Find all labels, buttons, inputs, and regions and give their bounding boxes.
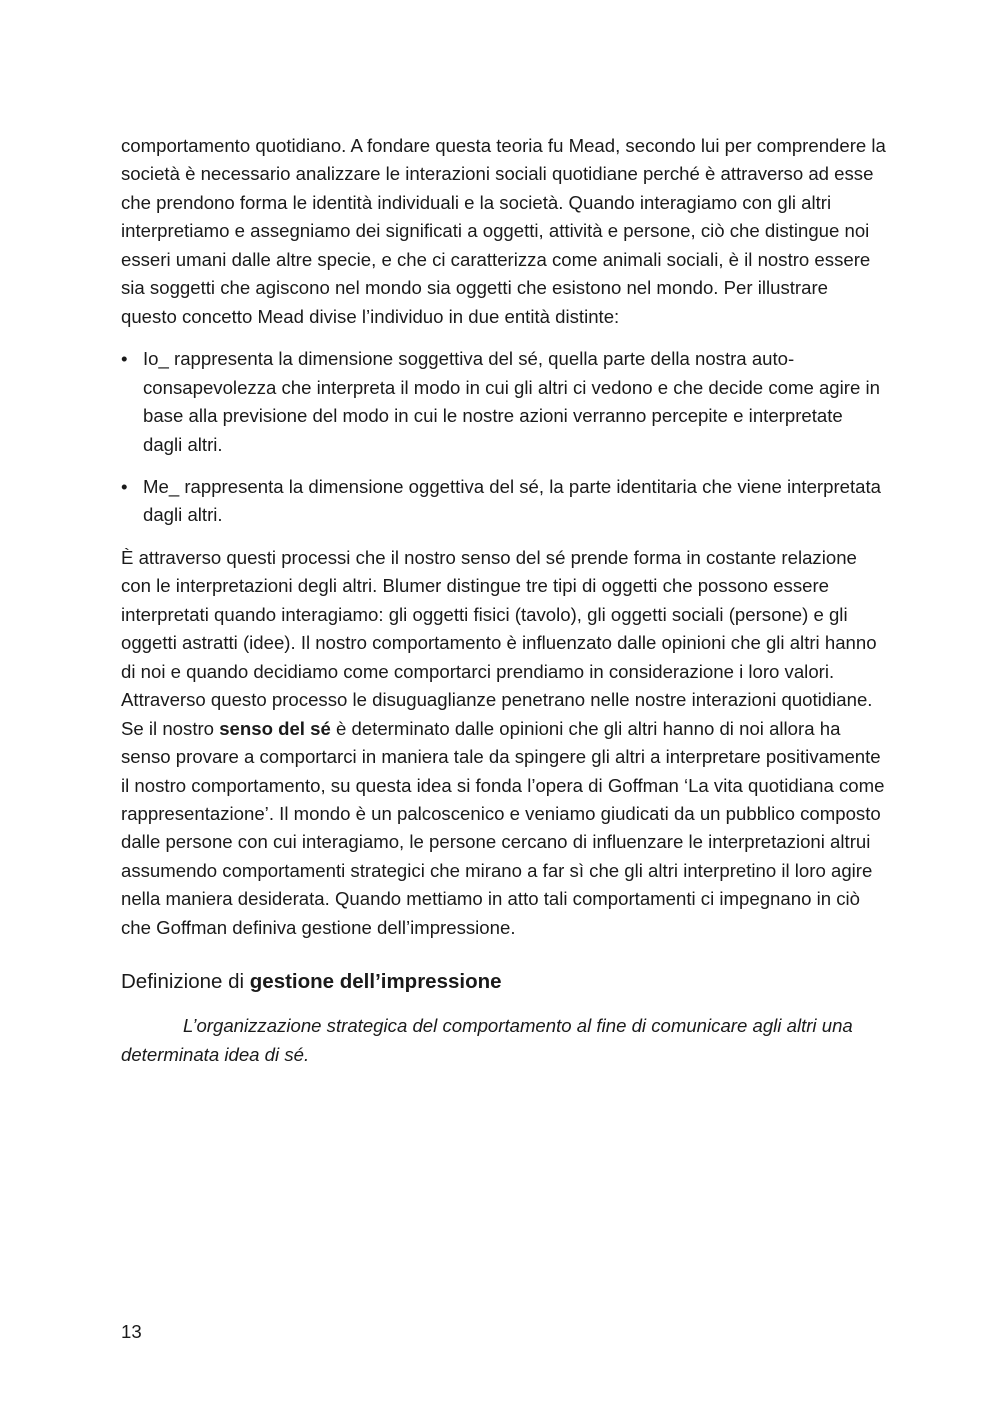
- bullet-item-io: [121, 345, 887, 459]
- paragraph-text: È attraverso questi processi che il nostro senso del sé prende forma in costante relazione con le interpretazioni degli altri. Blumer distingue tre tipi di oggetti che possono essere interpretati quando interagiamo: gli oggetti fisici (tavolo), gli oggetti sociali (persone) e gli oggetti astratti (idee). Il nostro comportamento è influenzato dalle opinioni che gli altri hanno di noi e quando decidiamo come comportarci prendiamo in considerazione i loro valori. Attraverso questo processo le disuguaglianze penetrano nelle nostre interazioni quotidiane. Se il nostro: [121, 546, 877, 739]
- page-number: 13: [121, 1321, 142, 1342]
- definition-quote: L’organizzazione strategica del comportamento al fine di comunicare agli altri una determinata idea di sé.: [121, 1015, 853, 1065]
- definition-heading-term: gestione dell’impressione: [249, 970, 502, 994]
- paragraph-mead: comportamento quotidiano. A fondare questa teoria fu Mead, secondo lui per comprendere la società è necessario analizzare le interazioni sociali quotidiane perché è attraverso ad esse che prendono forma le identità individuali e la società. Quando interagiamo con gli altri interpretiamo e assegniamo dei significati a oggetti, attività e persone, ciò che distingue noi esseri umani dalle altre specie, e che ci caratterizza come animali sociali, è il nostro essere sia soggetti che agiscono nel mondo sia oggetti che esistono nel mondo. Per illustrare questo concetto Mead divise l’individuo in due entità distinte:: [121, 135, 886, 327]
- bullet-text: Io_ rappresenta la dimensione soggettiva del sé, quella parte della nostra auto-consapevolezza che interpreta il modo in cui gli altri ci vedono e che decide come agire in base alla previsione del modo in cui le nostre azioni verranno percepite e interpretate dagli altri.: [143, 348, 880, 455]
- paragraph-blumer-goffman: [121, 544, 887, 942]
- page-body: [121, 132, 887, 1069]
- bullet-marker: •: [121, 348, 128, 370]
- emphasis-senso-del-se: senso del sé: [219, 717, 331, 739]
- bullet-text: Me_ rappresenta la dimensione oggettiva del sé, la parte identitaria che viene interpretata dagli altri.: [143, 475, 882, 526]
- definition-heading: [121, 968, 887, 996]
- bullet-item-me: [121, 473, 887, 530]
- paragraph-text: è determinato dalle opinioni che gli altri hanno di noi allora ha senso provare a comportarci in maniera tale da spingere gli altri a interpretare positivamente il nostro comportamento, su questa idea si fonda l’opera di Goffman ‘La vita quotidiana come rappresentazione’. Il mondo è un palcoscenico e veniamo giudicati da un pubblico composto dalle persone con cui interagiamo, le persone cercano di influenzare le interpretazioni altrui assumendo comportamenti strategici che mirano a far sì che gli altri interpretino il loro agire nella maniera desiderata. Quando mettiamo in atto tali comportamenti ci impegnano in ciò che Goffman definiva gestione dell’impressione.: [121, 717, 885, 938]
- definition-heading-prefix: Definizione di: [121, 970, 250, 994]
- bullet-marker: •: [121, 475, 128, 497]
- bullet-list: [121, 345, 887, 530]
